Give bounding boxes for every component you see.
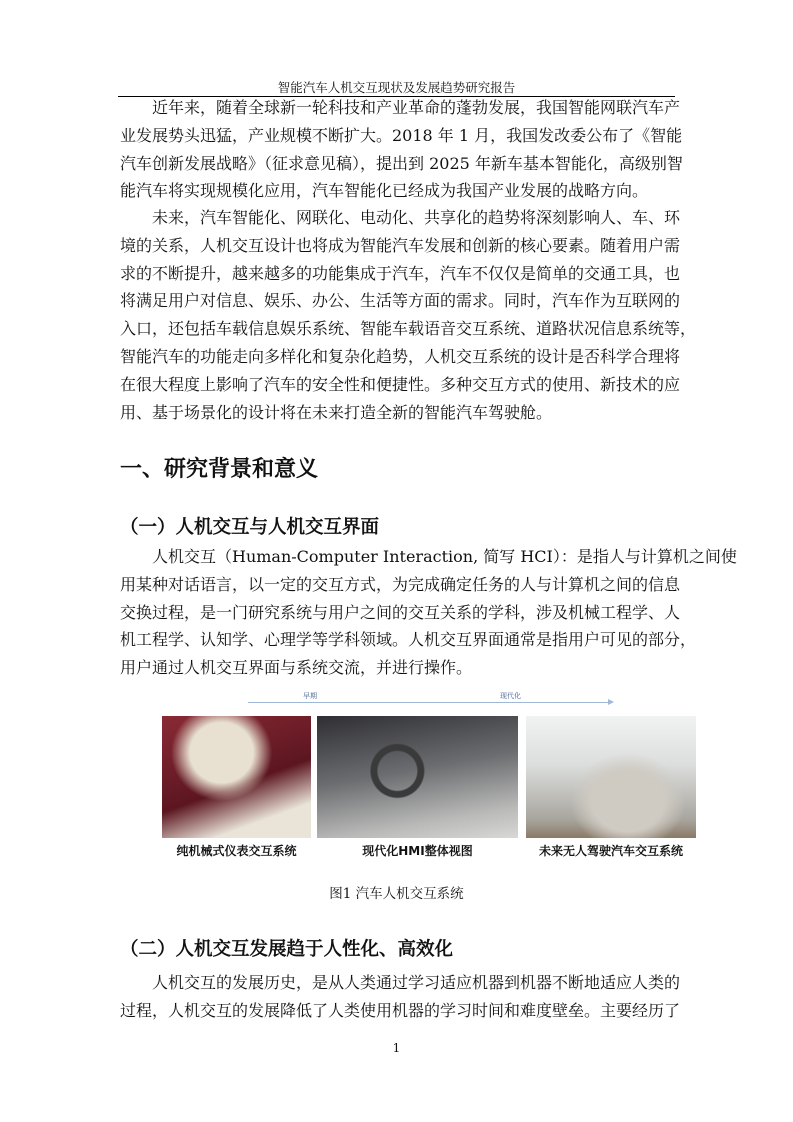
text-line: 交换过程，是一门研究系统与用户之间的交互关系的学科，涉及机械工程学、人 xyxy=(120,602,681,622)
text-line: 机工程学、认知学、心理学等学科领域。人机交互界面通常是指用户可见的部分， xyxy=(120,630,697,650)
image-caption-modern: 现代化HMI整体视图 xyxy=(362,844,473,858)
text-line: 未来，汽车智能化、网联化、电动化、共享化的趋势将深刻影响人、车、环 xyxy=(152,208,681,227)
page-number: 1 xyxy=(392,1041,401,1055)
text-line: 求的不断提升，越来越多的功能集成于汽车，汽车不仅仅是简单的交通工具，也 xyxy=(120,263,681,283)
subsection-heading-hci: （一）人机交互与人机交互界面 xyxy=(120,517,380,538)
text-line: 人机交互的发展历史，是从人类通过学习适应机器到机器不断地适应人类的 xyxy=(152,973,681,992)
text-line: 智能汽车的功能走向多样化和复杂化趋势，人机交互系统的设计是否科学合理将 xyxy=(120,347,681,366)
subsection-heading-trend: （二）人机交互发展趋于人性化、高效化 xyxy=(120,939,454,960)
timeline-arrow xyxy=(248,702,610,703)
text-line: 用户通过人机交互界面与系统交流，并进行操作。 xyxy=(120,658,473,678)
text-line: 近年来，随着全球新一轮科技和产业革命的蓬勃发展，我国智能网联汽车产 xyxy=(152,98,681,117)
text-line: 能汽车将实现规模化应用，汽车智能化已经成为我国产业发展的战略方向。 xyxy=(120,181,649,201)
image-caption-mechanical: 纯机械式仪表交互系统 xyxy=(176,844,297,858)
modern-hmi-image xyxy=(317,716,518,838)
text-line: 境的关系，人机交互设计也将成为智能汽车发展和创新的核心要素。随着用户需 xyxy=(120,235,681,255)
timeline-label-early: 早期 xyxy=(303,692,317,700)
section-heading: 一、研究背景和意义 xyxy=(120,457,319,482)
text-line: 汽车创新发展战略》（征求意见稿），提出到 2025 年新车基本智能化，高级别智 xyxy=(120,153,683,173)
text-line: 在很大程度上影响了汽车的安全性和便捷性。多种交互方式的使用、新技术的应 xyxy=(120,374,681,394)
running-header: 智能汽车人机交互现状及发展趋势研究报告 xyxy=(277,80,516,95)
text-line: 将满足用户对信息、娱乐、办公、生活等方面的需求。同时，汽车作为互联网的 xyxy=(120,291,681,311)
text-line: 业发展势头迅猛，产业规模不断扩大。2018 年 1 月，我国发改委公布了《智能 xyxy=(120,125,683,145)
figure-caption: 图1 汽车人机交互系统 xyxy=(329,886,464,902)
text-line: 人机交互（Human-Computer Interaction, 简写 HCI）：是指人与计算机之间使 xyxy=(152,547,737,566)
image-caption-future: 未来无人驾驶汽车交互系统 xyxy=(538,844,683,858)
autonomous-interior-image xyxy=(526,716,696,838)
header-rule xyxy=(118,96,675,97)
mechanical-dashboard-image xyxy=(162,716,311,838)
text-line: 用、基于场景化的设计将在未来打造全新的智能汽车驾驶舱。 xyxy=(120,402,553,422)
text-line: 用某种对话语言，以一定的交互方式，为完成确定任务的人与计算机之间的信息 xyxy=(120,574,681,594)
timeline-label-modern: 现代化 xyxy=(500,692,521,700)
text-line: 入口，还包括车载信息娱乐系统、智能车载语音交互系统、道路状况信息系统等， xyxy=(120,319,697,339)
text-line: 过程，人机交互的发展降低了人类使用机器的学习时间和难度壁垒。主要经历了 xyxy=(120,1000,681,1020)
